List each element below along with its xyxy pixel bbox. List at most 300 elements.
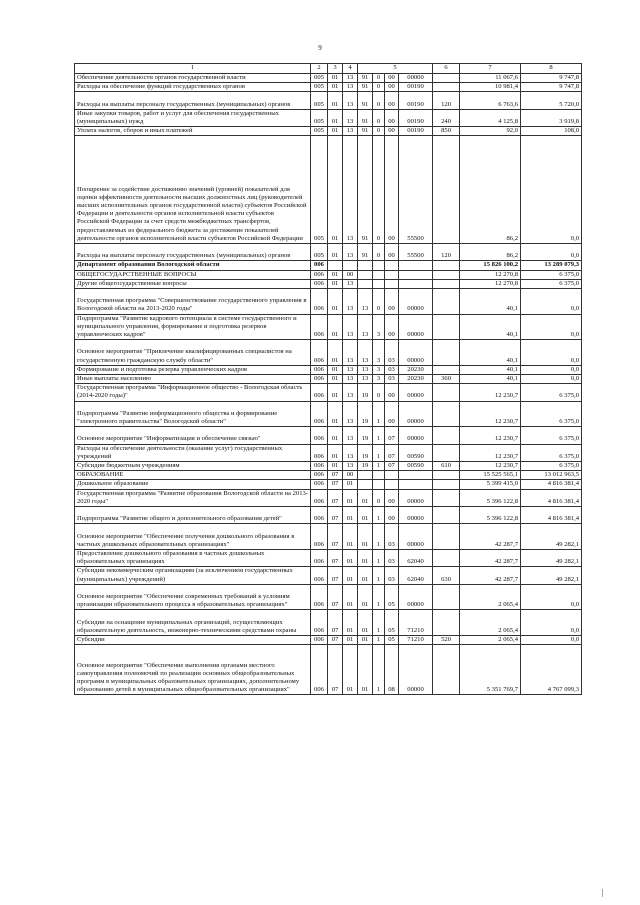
row-section: 01 <box>328 270 343 279</box>
row-sum-1: 2 065,4 <box>460 636 521 645</box>
row-sum-1: 12 230,7 <box>460 384 521 401</box>
row-grbs: 006 <box>311 314 328 340</box>
row-target-direction: 00000 <box>399 645 433 695</box>
row-subsection: 01 <box>343 550 358 567</box>
table-row <box>75 567 582 584</box>
row-name: ОБЩЕГОСУДАРСТВЕННЫЕ ВОПРОСЫ <box>75 270 311 279</box>
row-target-subprogram: 0 <box>373 92 385 109</box>
row-name: Иные выплаты населению <box>75 375 311 384</box>
row-grbs: 005 <box>311 127 328 136</box>
row-target-program: 19 <box>358 462 373 471</box>
row-target-subprogram: 3 <box>373 365 385 374</box>
row-target-subprogram: 1 <box>373 524 385 550</box>
row-expense-type <box>433 584 460 610</box>
row-target-measure: 00 <box>385 507 399 524</box>
row-grbs: 005 <box>311 244 328 261</box>
table-row <box>75 610 582 636</box>
row-subsection: 01 <box>343 524 358 550</box>
row-name: Иные закупки товаров, работ и услуг для обеспечения государственных (муниципальных) нужд <box>75 109 311 126</box>
table-row <box>75 289 582 315</box>
row-subsection: 13 <box>343 279 358 288</box>
row-target-program: 19 <box>358 401 373 427</box>
row-target-measure: 00 <box>385 401 399 427</box>
row-sum-1: 6 763,6 <box>460 92 521 109</box>
row-name: Подпрограмма "Развитие информационного общества и формирование "электронного правительства" Вологодской области" <box>75 401 311 427</box>
row-sum-2: 49 282,1 <box>521 567 582 584</box>
row-grbs: 006 <box>311 584 328 610</box>
row-target-measure: 00 <box>385 244 399 261</box>
row-name: Дошкольное образование <box>75 480 311 489</box>
row-expense-type <box>433 384 460 401</box>
row-sum-1: 86,2 <box>460 136 521 244</box>
row-subsection: 13 <box>343 375 358 384</box>
row-sum-2: 6 375,0 <box>521 384 582 401</box>
row-target-measure: 00 <box>385 314 399 340</box>
row-grbs: 005 <box>311 109 328 126</box>
row-target-program: 01 <box>358 567 373 584</box>
row-expense-type <box>433 279 460 288</box>
row-section: 01 <box>328 136 343 244</box>
row-grbs: 006 <box>311 289 328 315</box>
row-target-program: 01 <box>358 610 373 636</box>
header-col-3: 3 <box>328 64 343 74</box>
row-target-measure: 03 <box>385 340 399 366</box>
row-target-direction: 71210 <box>399 636 433 645</box>
row-expense-type <box>433 289 460 315</box>
row-target-direction: 55500 <box>399 136 433 244</box>
row-target-program: 19 <box>358 444 373 461</box>
row-name: Субсидии на оснащение муниципальных организаций, осуществляющих образовательную деятельность, инженерно-техническими средствами охраны <box>75 610 311 636</box>
row-target-subprogram: 0 <box>373 489 385 506</box>
row-section: 01 <box>328 340 343 366</box>
row-expense-type <box>433 507 460 524</box>
header-col-7: 7 <box>460 64 521 74</box>
row-section: 07 <box>328 636 343 645</box>
row-target-measure: 05 <box>385 610 399 636</box>
row-target-direction: 00000 <box>399 524 433 550</box>
row-sum-1: 40,1 <box>460 289 521 315</box>
row-target-program: 19 <box>358 427 373 444</box>
row-grbs: 006 <box>311 567 328 584</box>
row-expense-type <box>433 480 460 489</box>
row-subsection: 01 <box>343 480 358 489</box>
row-subsection: 13 <box>343 74 358 83</box>
row-target-measure: 03 <box>385 365 399 374</box>
row-subsection: 13 <box>343 444 358 461</box>
row-sum-1: 2 065,4 <box>460 584 521 610</box>
row-target-subprogram: 0 <box>373 384 385 401</box>
row-target-subprogram: 1 <box>373 427 385 444</box>
row-subsection: 01 <box>343 610 358 636</box>
row-target-program: 13 <box>358 340 373 366</box>
table-row <box>75 261 582 270</box>
row-target-subprogram: 1 <box>373 584 385 610</box>
table-header-row <box>75 64 582 74</box>
row-target-program: 01 <box>358 489 373 506</box>
row-grbs: 006 <box>311 279 328 288</box>
row-subsection: 13 <box>343 92 358 109</box>
row-expense-type <box>433 401 460 427</box>
row-name: Субсидии бюджетным учреждениям <box>75 462 311 471</box>
row-sum-2: 6 375,0 <box>521 279 582 288</box>
table-row <box>75 480 582 489</box>
row-expense-type: 610 <box>433 462 460 471</box>
table-row <box>75 636 582 645</box>
table-row <box>75 444 582 461</box>
row-target-direction: 00000 <box>399 401 433 427</box>
table-row <box>75 384 582 401</box>
row-target-direction: 00190 <box>399 109 433 126</box>
row-grbs: 006 <box>311 384 328 401</box>
row-name: Уплата налогов, сборов и иных платежей <box>75 127 311 136</box>
table-row <box>75 427 582 444</box>
row-target-subprogram: 1 <box>373 462 385 471</box>
row-target-subprogram: 1 <box>373 550 385 567</box>
row-grbs: 006 <box>311 375 328 384</box>
row-subsection: 13 <box>343 384 358 401</box>
row-grbs: 006 <box>311 524 328 550</box>
row-section: 01 <box>328 314 343 340</box>
row-subsection: 13 <box>343 244 358 261</box>
row-target-subprogram: 1 <box>373 610 385 636</box>
row-expense-type: 850 <box>433 127 460 136</box>
row-expense-type: 630 <box>433 567 460 584</box>
row-subsection <box>343 261 358 270</box>
row-section <box>328 261 343 270</box>
row-target-program: 19 <box>358 384 373 401</box>
row-expense-type <box>433 136 460 244</box>
row-target-program <box>358 279 373 288</box>
table-row <box>75 83 582 92</box>
row-target-measure: 00 <box>385 109 399 126</box>
row-target-measure: 05 <box>385 636 399 645</box>
row-expense-type <box>433 444 460 461</box>
row-target-program: 01 <box>358 636 373 645</box>
row-target-direction: 55500 <box>399 244 433 261</box>
row-section: 01 <box>328 244 343 261</box>
row-name: Департамент образования Вологодской области <box>75 261 311 270</box>
row-subsection: 13 <box>343 427 358 444</box>
row-sum-1: 15 826 100,2 <box>460 261 521 270</box>
table-row <box>75 365 582 374</box>
row-target-program: 91 <box>358 109 373 126</box>
row-name: ОБРАЗОВАНИЕ <box>75 471 311 480</box>
row-target-measure: 00 <box>385 83 399 92</box>
row-grbs: 006 <box>311 645 328 695</box>
row-name: Расходы на обеспечение функций государственных органов <box>75 83 311 92</box>
row-grbs: 006 <box>311 610 328 636</box>
row-sum-1: 40,1 <box>460 375 521 384</box>
row-sum-2: 0,0 <box>521 584 582 610</box>
row-target-program <box>358 270 373 279</box>
row-grbs: 006 <box>311 550 328 567</box>
row-expense-type: 120 <box>433 244 460 261</box>
budget-table <box>74 63 582 695</box>
row-section: 01 <box>328 427 343 444</box>
row-grbs: 006 <box>311 427 328 444</box>
row-name: Предоставление дошкольного образования в частных дошкольных образовательных организациях <box>75 550 311 567</box>
row-target-subprogram: 0 <box>373 83 385 92</box>
row-target-program: 01 <box>358 524 373 550</box>
row-subsection: 01 <box>343 584 358 610</box>
row-sum-1: 86,2 <box>460 244 521 261</box>
row-target-measure: 07 <box>385 427 399 444</box>
row-target-direction <box>399 471 433 480</box>
row-target-program: 13 <box>358 365 373 374</box>
row-target-direction: 71210 <box>399 610 433 636</box>
row-grbs: 005 <box>311 74 328 83</box>
row-subsection: 01 <box>343 489 358 506</box>
row-sum-1: 12 270,8 <box>460 279 521 288</box>
row-sum-2: 9 747,8 <box>521 74 582 83</box>
row-name: Субсидии <box>75 636 311 645</box>
row-grbs: 006 <box>311 636 328 645</box>
row-sum-1: 5 396 122,8 <box>460 489 521 506</box>
row-target-program: 91 <box>358 244 373 261</box>
row-section: 01 <box>328 127 343 136</box>
row-target-measure: 00 <box>385 74 399 83</box>
row-name: Основное мероприятие "Обеспечение получения дошкольного образования в частных дошкольных образовательных организациях" <box>75 524 311 550</box>
header-col-8: 8 <box>521 64 582 74</box>
row-grbs: 006 <box>311 401 328 427</box>
row-target-measure: 07 <box>385 444 399 461</box>
row-target-subprogram: 0 <box>373 109 385 126</box>
table-row <box>75 340 582 366</box>
row-sum-2: 0,0 <box>521 636 582 645</box>
row-target-direction: 62040 <box>399 567 433 584</box>
row-target-direction <box>399 480 433 489</box>
row-target-program <box>358 261 373 270</box>
row-sum-2: 6 375,0 <box>521 270 582 279</box>
row-section: 07 <box>328 489 343 506</box>
row-name: Основное мероприятие "Информатизация и обеспечение связью" <box>75 427 311 444</box>
row-sum-1: 40,1 <box>460 314 521 340</box>
row-section: 07 <box>328 507 343 524</box>
row-section: 01 <box>328 384 343 401</box>
row-subsection: 13 <box>343 365 358 374</box>
row-grbs: 006 <box>311 270 328 279</box>
row-sum-1: 5 396 122,8 <box>460 507 521 524</box>
row-sum-2: 0,0 <box>521 136 582 244</box>
row-name: Подпрограмма "Развитие кадрового потенциала в системе государственного и муниципального управления, формирование и подготовка резервов управленческих кадров" <box>75 314 311 340</box>
row-target-measure <box>385 261 399 270</box>
header-col-5: 5 <box>358 64 433 74</box>
row-target-direction <box>399 270 433 279</box>
row-target-program: 01 <box>358 550 373 567</box>
row-section: 01 <box>328 83 343 92</box>
row-sum-2: 6 375,0 <box>521 401 582 427</box>
row-section: 01 <box>328 444 343 461</box>
row-target-measure: 08 <box>385 645 399 695</box>
row-sum-1: 92,0 <box>460 127 521 136</box>
row-target-subprogram: 1 <box>373 444 385 461</box>
row-expense-type <box>433 427 460 444</box>
row-subsection: 01 <box>343 567 358 584</box>
row-name: Расходы на выплаты персоналу государственных (муниципальных) органов <box>75 244 311 261</box>
header-col-1: 1 <box>75 64 311 74</box>
row-section: 01 <box>328 279 343 288</box>
row-section: 07 <box>328 584 343 610</box>
row-target-measure: 07 <box>385 462 399 471</box>
row-target-direction: 00190 <box>399 92 433 109</box>
row-expense-type <box>433 83 460 92</box>
row-target-direction: 62040 <box>399 550 433 567</box>
row-target-program: 01 <box>358 645 373 695</box>
row-name: Расходы на обеспечение деятельности (оказание услуг) государственных учреждений <box>75 444 311 461</box>
row-name: Основное мероприятие "Обеспечение выполнения органами местного самоуправления полномочий по реализации основных общеобразовательных программ в муниципальных образовательных организациях, дополнительному образованию детей в муниципальных общеобразовательных организациях" <box>75 645 311 695</box>
corner-mark: | <box>602 888 604 897</box>
row-sum-1: 40,1 <box>460 365 521 374</box>
row-target-subprogram: 0 <box>373 127 385 136</box>
row-grbs: 006 <box>311 480 328 489</box>
table-row <box>75 109 582 126</box>
row-grbs: 006 <box>311 507 328 524</box>
row-subsection: 13 <box>343 462 358 471</box>
row-target-subprogram: 3 <box>373 340 385 366</box>
row-target-measure: 03 <box>385 375 399 384</box>
row-sum-2: 6 375,0 <box>521 462 582 471</box>
row-name: Поощрение за содействие достижению значений (уровней) показателей для оценки эффективности деятельности высших должностных лиц (руководителей высших исполнительных органов государственной власти) субъектов Российской Федерации и деятельности органов исполнительной власти субъектов Российской Федерации за счет средств межбюджетных трансфертов, предоставляемых из федерального бюджета за достижение показателей деятельности органов исполнительной власти субъектов Российской Федерации <box>75 136 311 244</box>
row-target-measure: 05 <box>385 584 399 610</box>
table-row <box>75 401 582 427</box>
row-target-direction: 00000 <box>399 427 433 444</box>
row-grbs: 006 <box>311 261 328 270</box>
row-name: Обеспечение деятельности органов государственной власти <box>75 74 311 83</box>
table-row <box>75 127 582 136</box>
row-name: Субсидии некоммерческим организациям (за исключением государственных (муниципальных) учреждений) <box>75 567 311 584</box>
row-sum-2: 13 289 079,3 <box>521 261 582 270</box>
row-subsection: 13 <box>343 109 358 126</box>
row-target-direction: 00000 <box>399 340 433 366</box>
row-sum-1: 12 230,7 <box>460 401 521 427</box>
header-col-2: 2 <box>311 64 328 74</box>
row-target-measure <box>385 270 399 279</box>
header-col-4: 4 <box>343 64 358 74</box>
row-name: Государственная программа "Развитие образования Вологодской области на 2013-2020 годы" <box>75 489 311 506</box>
row-target-subprogram: 3 <box>373 375 385 384</box>
row-target-program <box>358 480 373 489</box>
row-expense-type: 360 <box>433 375 460 384</box>
row-expense-type <box>433 524 460 550</box>
row-subsection: 13 <box>343 401 358 427</box>
row-sum-2: 0,0 <box>521 365 582 374</box>
row-grbs: 006 <box>311 471 328 480</box>
row-expense-type: 240 <box>433 109 460 126</box>
row-target-subprogram: 1 <box>373 636 385 645</box>
row-expense-type <box>433 270 460 279</box>
table-row <box>75 279 582 288</box>
row-target-program: 91 <box>358 83 373 92</box>
table-row <box>75 489 582 506</box>
row-sum-2: 0,0 <box>521 610 582 636</box>
row-sum-1: 2 065,4 <box>460 610 521 636</box>
row-expense-type <box>433 489 460 506</box>
row-target-measure <box>385 471 399 480</box>
row-target-measure <box>385 480 399 489</box>
header-col-6: 6 <box>433 64 460 74</box>
row-sum-1: 42 287,7 <box>460 550 521 567</box>
row-target-subprogram <box>373 471 385 480</box>
row-target-subprogram: 3 <box>373 314 385 340</box>
row-sum-2: 49 282,1 <box>521 524 582 550</box>
row-sum-2: 108,0 <box>521 127 582 136</box>
row-expense-type <box>433 340 460 366</box>
row-sum-2: 0,0 <box>521 289 582 315</box>
row-section: 07 <box>328 480 343 489</box>
row-target-subprogram: 0 <box>373 136 385 244</box>
table-row <box>75 507 582 524</box>
row-target-subprogram: 1 <box>373 645 385 695</box>
row-target-program: 01 <box>358 507 373 524</box>
row-target-measure: 00 <box>385 127 399 136</box>
row-sum-2: 0,0 <box>521 244 582 261</box>
row-sum-1: 40,1 <box>460 340 521 366</box>
row-sum-1: 10 981,4 <box>460 83 521 92</box>
row-target-measure: 03 <box>385 524 399 550</box>
row-section: 07 <box>328 645 343 695</box>
row-sum-1: 12 270,8 <box>460 270 521 279</box>
row-expense-type <box>433 550 460 567</box>
row-grbs: 006 <box>311 489 328 506</box>
row-sum-1: 11 067,6 <box>460 74 521 83</box>
row-sum-2: 6 375,0 <box>521 444 582 461</box>
row-target-direction: 00590 <box>399 462 433 471</box>
row-name: Другие общегосударственные вопросы <box>75 279 311 288</box>
row-expense-type <box>433 471 460 480</box>
row-subsection: 00 <box>343 270 358 279</box>
row-sum-2: 0,0 <box>521 375 582 384</box>
row-target-direction: 00000 <box>399 314 433 340</box>
row-target-program <box>358 471 373 480</box>
row-target-subprogram: 1 <box>373 401 385 427</box>
row-target-measure: 03 <box>385 567 399 584</box>
row-target-subprogram: 1 <box>373 567 385 584</box>
row-subsection: 13 <box>343 340 358 366</box>
row-section: 07 <box>328 550 343 567</box>
row-name: Государственная программа "Информационное общество - Вологодская область (2014-2020 годы)" <box>75 384 311 401</box>
row-sum-2: 49 282,1 <box>521 550 582 567</box>
row-grbs: 005 <box>311 92 328 109</box>
row-target-direction: 00000 <box>399 489 433 506</box>
table-row <box>75 462 582 471</box>
row-expense-type <box>433 261 460 270</box>
row-expense-type <box>433 365 460 374</box>
row-subsection: 01 <box>343 507 358 524</box>
row-grbs: 006 <box>311 444 328 461</box>
row-target-subprogram <box>373 261 385 270</box>
table-row <box>75 74 582 83</box>
row-grbs: 006 <box>311 365 328 374</box>
row-grbs: 005 <box>311 83 328 92</box>
row-sum-2: 4 816 381,4 <box>521 507 582 524</box>
row-target-subprogram: 0 <box>373 244 385 261</box>
row-section: 07 <box>328 471 343 480</box>
row-section: 01 <box>328 375 343 384</box>
row-subsection: 13 <box>343 136 358 244</box>
table-header <box>75 64 582 74</box>
row-name: Основное мероприятие "Обеспечение современных требований к условиям организации образовательного процесса в образовательных организациях" <box>75 584 311 610</box>
row-target-direction: 00190 <box>399 127 433 136</box>
row-grbs: 006 <box>311 340 328 366</box>
table-row <box>75 92 582 109</box>
row-subsection: 00 <box>343 471 358 480</box>
table-row <box>75 524 582 550</box>
row-subsection: 01 <box>343 645 358 695</box>
row-sum-2: 3 919,8 <box>521 109 582 126</box>
row-target-measure: 00 <box>385 92 399 109</box>
table-row <box>75 270 582 279</box>
table-row <box>75 375 582 384</box>
